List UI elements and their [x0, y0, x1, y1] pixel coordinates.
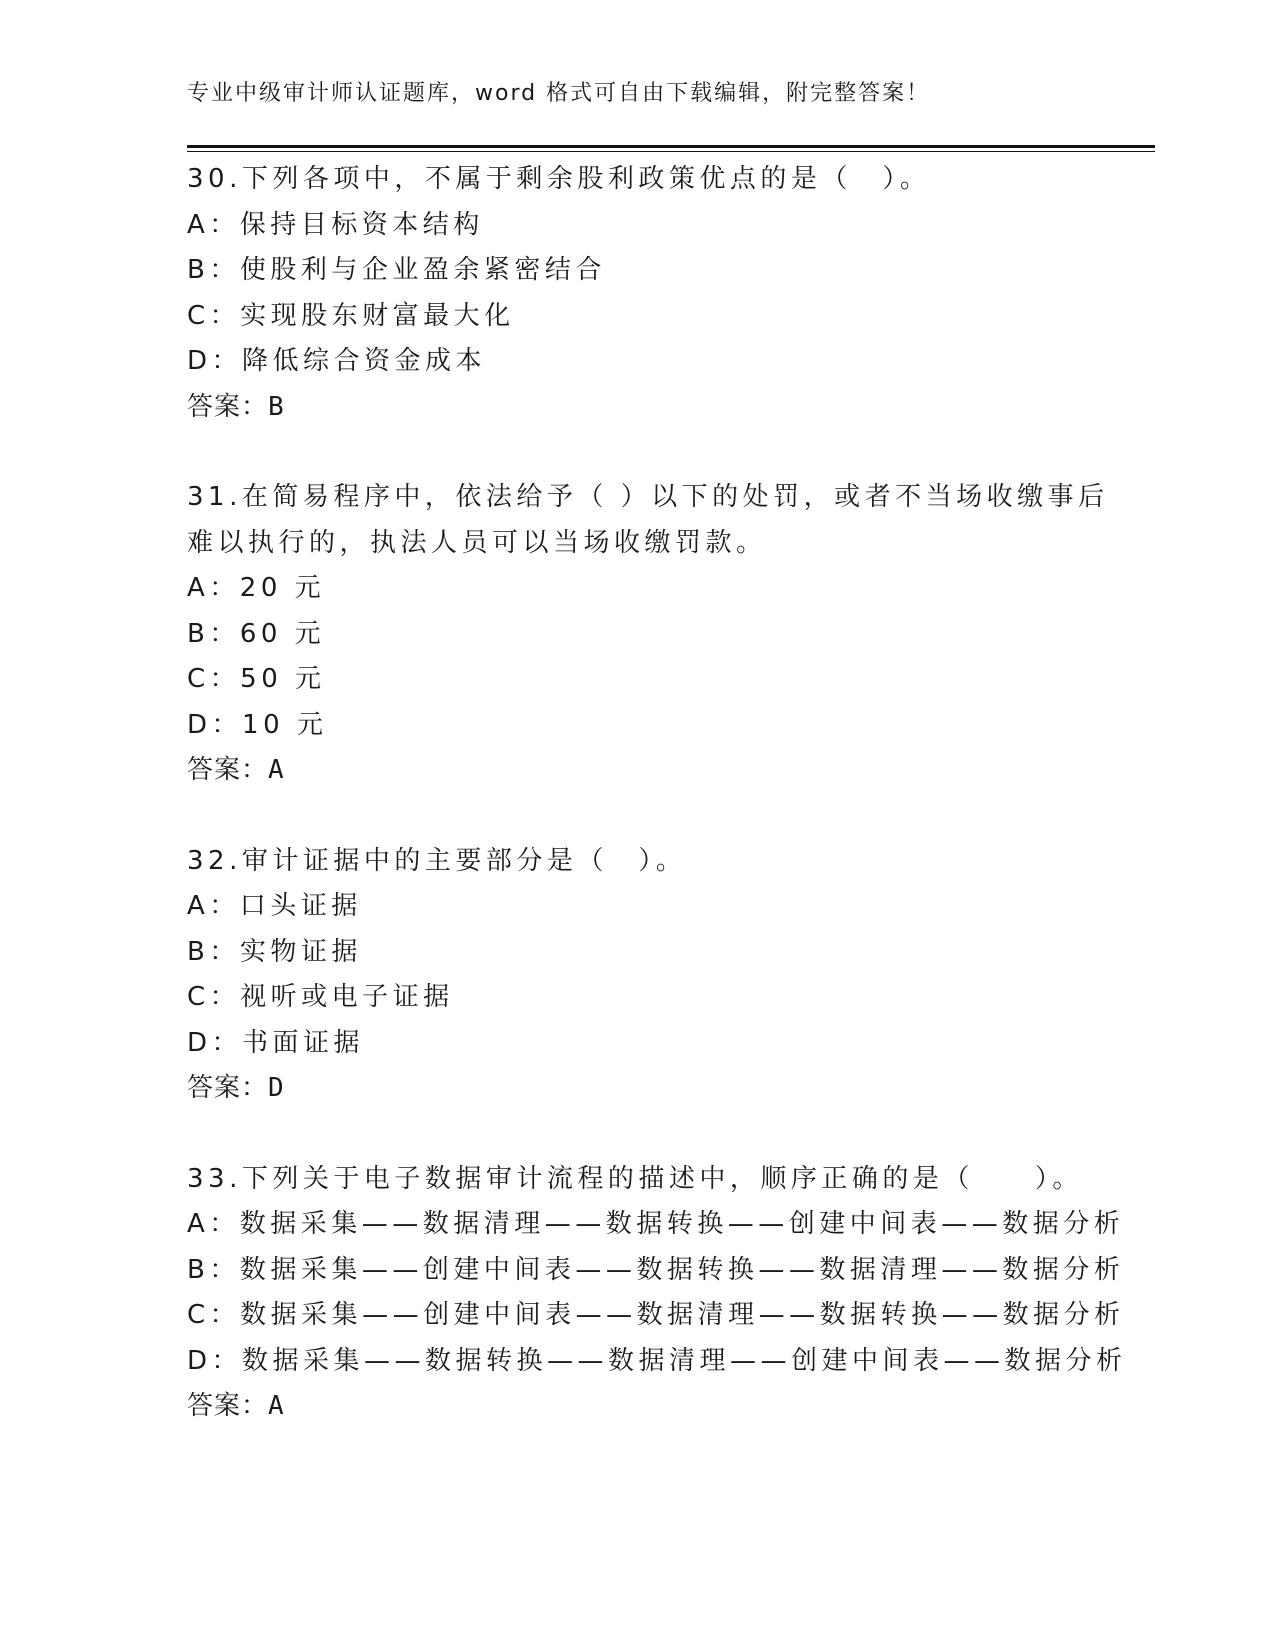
answer-value: B — [268, 391, 285, 422]
question-stem: 30.下列各项中，不属于剩余股利政策优点的是（ ）。 — [187, 164, 931, 194]
option-c: C：50 元 — [187, 664, 326, 694]
option-a: A：20 元 — [187, 573, 326, 603]
answer-line — [187, 748, 1147, 794]
answer-label: 答案： — [187, 1391, 269, 1421]
option-c: C：数据采集——创建中间表——数据清理——数据转换——数据分析 — [187, 1300, 1125, 1330]
option-b: B：使股利与企业盈余紧密结合 — [187, 255, 606, 285]
option-b: B：实物证据 — [187, 936, 362, 967]
option-a: A：数据采集——数据清理——数据转换——创建中间表——数据分析 — [187, 1209, 1125, 1239]
answer-value: A — [268, 755, 285, 785]
question-32 — [187, 839, 1147, 1112]
option-d: D：10 元 — [187, 709, 328, 740]
option-d: D：降低综合资金成本 — [187, 346, 487, 376]
answer-line — [187, 1384, 1147, 1430]
question-30 — [187, 157, 1147, 430]
option-a: A：保持目标资本结构 — [187, 209, 484, 240]
option-a: A：口头证据 — [187, 891, 362, 921]
question-stem-continued: 难以执行的，执法人员可以当场收缴罚款。 — [187, 527, 767, 558]
question-stem: 31.在简易程序中，依法给予（ ）以下的处罚，或者不当场收缴事后 — [187, 482, 1109, 512]
option-d: D：书面证据 — [187, 1027, 365, 1058]
question-31 — [187, 475, 1147, 794]
question-list — [187, 157, 1147, 1475]
question-stem: 33.下列关于电子数据审计流程的描述中，顺序正确的是（ ）。 — [187, 1163, 1083, 1194]
option-c: C：视听或电子证据 — [187, 982, 454, 1012]
question-33 — [187, 1157, 1147, 1430]
answer-label: 答案： — [187, 391, 269, 422]
option-b: B：60 元 — [187, 618, 326, 649]
answer-label: 答案： — [187, 1073, 269, 1103]
question-stem: 32.审计证据中的主要部分是（ ）。 — [187, 845, 687, 876]
answer-label: 答案： — [187, 755, 269, 785]
answer-line — [187, 385, 1147, 431]
header-rule-thin — [187, 151, 1155, 152]
document-header: 专业中级审计师认证题库，word 格式可自由下载编辑，附完整答案！ — [187, 81, 931, 106]
option-b: B：数据采集——创建中间表——数据转换——数据清理——数据分析 — [187, 1254, 1125, 1285]
answer-value: A — [268, 1391, 285, 1421]
header-rule-thick — [187, 145, 1155, 148]
answer-value: D — [268, 1073, 285, 1103]
answer-line — [187, 1066, 1147, 1112]
option-c: C：实现股东财富最大化 — [187, 300, 515, 331]
option-d: D：数据采集——数据转换——数据清理——创建中间表——数据分析 — [187, 1345, 1127, 1376]
